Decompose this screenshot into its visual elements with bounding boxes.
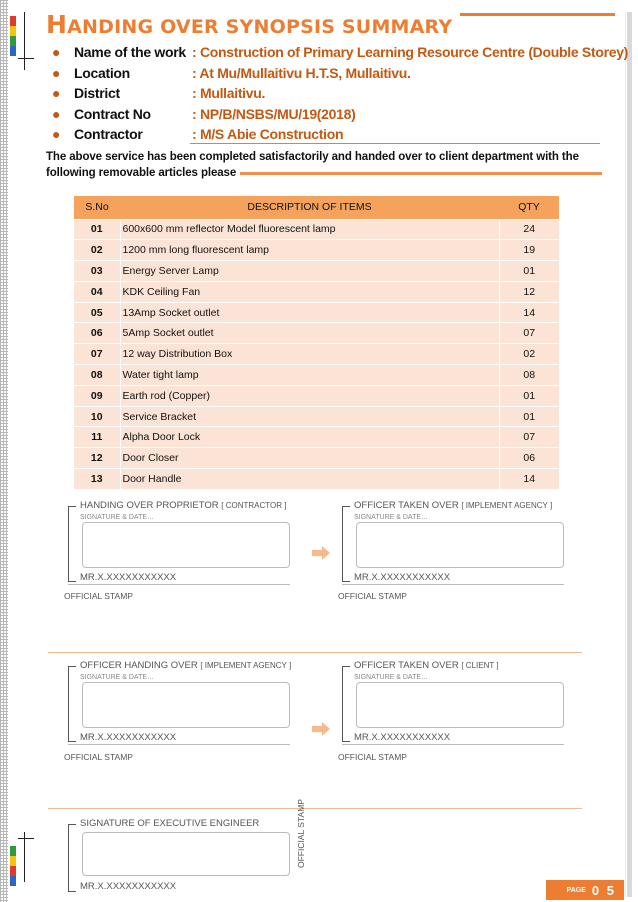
table-row — [74, 302, 559, 323]
signature-box[interactable] — [82, 832, 290, 876]
bullet-icon: ● — [52, 64, 61, 81]
official-stamp-label: OFFICIAL STAMP — [64, 752, 133, 762]
info-label: Name of the work — [74, 44, 186, 61]
sig-handing-over-proprietor — [68, 500, 308, 590]
sig-officer-taken-over-implement — [342, 500, 582, 590]
signature-date-label: SIGNATURE & DATE… — [354, 514, 429, 521]
cell-sno: 02 — [74, 240, 120, 261]
table-row — [74, 219, 559, 240]
official-stamp-vertical: OFFICIAL STAMP — [296, 799, 306, 868]
cell-description: Door Closer — [120, 448, 499, 469]
cell-sno: 12 — [74, 448, 120, 469]
sig-title-main: HANDING OVER PROPRIETOR — [80, 500, 219, 511]
cell-sno: 07 — [74, 344, 120, 365]
cell-description: 5Amp Socket outlet — [120, 323, 499, 344]
bracket — [342, 506, 350, 582]
page-title — [46, 10, 452, 39]
name-rule — [342, 584, 564, 585]
section-divider — [48, 652, 582, 653]
cell-sno: 08 — [74, 365, 120, 386]
page-number: 0 5 — [591, 882, 616, 898]
table-row — [74, 261, 559, 282]
cell-qty: 01 — [499, 261, 559, 282]
name-placeholder: MR.X.XXXXXXXXXXX — [80, 572, 177, 583]
info-row-contract-no — [52, 104, 628, 125]
signature-box[interactable] — [356, 682, 564, 728]
table-header-row — [74, 196, 559, 219]
title-initial: H — [46, 10, 68, 39]
table-row — [74, 240, 559, 261]
info-row-name-of-work — [52, 42, 628, 63]
cell-description: Service Bracket — [120, 406, 499, 427]
cell-sno: 05 — [74, 302, 120, 323]
table-row — [74, 344, 559, 365]
cell-qty: 14 — [499, 469, 559, 490]
cell-sno: 03 — [74, 261, 120, 282]
bracket — [68, 506, 76, 582]
name-placeholder: MR.X.XXXXXXXXXXX — [354, 572, 451, 583]
info-label: Location — [74, 64, 130, 81]
title-rest: ANDING OVER SYNOPSIS SUMMARY — [67, 16, 453, 38]
signature-box[interactable] — [356, 522, 564, 568]
cell-qty: 01 — [499, 406, 559, 427]
sig-title-main: SIGNATURE OF EXECUTIVE ENGINEER — [80, 818, 260, 829]
arrow-right-icon — [312, 546, 330, 560]
bullet-icon: ● — [52, 105, 61, 122]
title-underline — [460, 13, 615, 16]
cell-sno: 04 — [74, 281, 120, 302]
table-row — [74, 469, 559, 490]
cell-description: 12 way Distribution Box — [120, 344, 499, 365]
table-row — [74, 365, 559, 386]
cell-sno: 13 — [74, 469, 120, 490]
bracket — [342, 666, 350, 742]
cell-qty: 07 — [499, 427, 559, 448]
table-row — [74, 448, 559, 469]
info-label: Contract No — [74, 105, 151, 122]
bracket — [68, 666, 76, 742]
table-row — [74, 281, 559, 302]
signature-date-label: SIGNATURE & DATE… — [80, 514, 155, 521]
cell-description: Energy Server Lamp — [120, 261, 499, 282]
col-header-qty: QTY — [499, 196, 559, 219]
cell-qty: 08 — [499, 365, 559, 386]
registration-mark-bottom — [8, 832, 34, 900]
sig-title — [354, 500, 552, 511]
info-value: : Mullaitivu. — [192, 85, 266, 102]
cell-description: 13Amp Socket outlet — [120, 302, 499, 323]
bracket — [68, 824, 76, 892]
sig-title — [354, 660, 499, 671]
info-label: District — [74, 85, 120, 102]
cell-sno: 06 — [74, 323, 120, 344]
cell-sno: 11 — [74, 427, 120, 448]
cell-qty: 14 — [499, 302, 559, 323]
cell-qty: 12 — [499, 281, 559, 302]
table-row — [74, 323, 559, 344]
page-number-tag — [546, 880, 624, 900]
sig-title — [80, 818, 259, 829]
sig-title — [80, 500, 286, 511]
cell-description: Door Handle — [120, 469, 499, 490]
bullet-icon: ● — [52, 85, 61, 102]
col-header-description: DESCRIPTION OF ITEMS — [120, 196, 499, 219]
bullet-icon: ● — [52, 44, 61, 61]
sig-title — [80, 660, 291, 671]
signature-date-label: SIGNATURE & DATE… — [80, 674, 155, 681]
cell-sno: 09 — [74, 385, 120, 406]
work-info-list — [52, 42, 628, 145]
info-value: : M/S Abie Construction — [192, 126, 344, 143]
name-placeholder: MR.X.XXXXXXXXXXX — [80, 881, 177, 892]
sig-title-sub: [ CONTRACTOR ] — [221, 501, 287, 510]
cell-qty: 24 — [499, 219, 559, 240]
signature-date-label: SIGNATURE & DATE… — [354, 674, 429, 681]
cell-description: 600x600 mm reflector Model fluorescent lamp — [120, 219, 499, 240]
sig-officer-taken-over-client — [342, 660, 582, 750]
name-placeholder: MR.X.XXXXXXXXXXX — [354, 732, 451, 743]
right-border-inner — [625, 12, 626, 897]
info-row-location — [52, 63, 628, 84]
name-rule — [68, 584, 290, 585]
right-border — [627, 12, 632, 897]
sig-title-sub: [ IMPLEMENT AGENCY ] — [200, 661, 292, 670]
official-stamp-label: OFFICIAL STAMP — [338, 591, 407, 601]
table-row — [74, 406, 559, 427]
cell-description: Water tight lamp — [120, 365, 499, 386]
cell-description: 1200 mm long fluorescent lamp — [120, 240, 499, 261]
items-table — [74, 196, 559, 489]
info-row-district — [52, 83, 628, 104]
table-row — [74, 385, 559, 406]
cell-qty: 19 — [499, 240, 559, 261]
info-row-contractor — [52, 124, 628, 145]
info-label: Contractor — [74, 126, 143, 143]
table-row — [74, 427, 559, 448]
signature-box[interactable] — [82, 522, 290, 568]
info-value: : Construction of Primary Learning Resource Centre (Double Storey) — [192, 44, 629, 61]
sig-title-main: OFFICER TAKEN OVER — [354, 660, 459, 671]
sig-title-main: OFFICER HANDING OVER — [80, 660, 198, 671]
info-value: : At Mu/Mullaitivu H.T.S, Mullaitivu. — [192, 64, 411, 81]
intro-underline — [240, 172, 602, 175]
official-stamp-label: OFFICIAL STAMP — [338, 752, 407, 762]
page-label: PAGE — [566, 886, 586, 894]
section-divider — [48, 808, 582, 809]
cell-qty: 07 — [499, 323, 559, 344]
cell-qty: 02 — [499, 344, 559, 365]
arrow-right-icon — [312, 722, 330, 736]
sig-officer-handing-over-implement — [68, 660, 308, 750]
cell-qty: 06 — [499, 448, 559, 469]
cell-description: Alpha Door Lock — [120, 427, 499, 448]
registration-mark-top — [8, 12, 34, 72]
intro-paragraph: The above service has been completed satisfactorily and handed over to client department with the following removable articles please — [46, 151, 579, 179]
sig-title-sub: [ CLIENT ] — [461, 661, 499, 670]
bullet-icon: ● — [52, 126, 61, 143]
cell-description: Earth rod (Copper) — [120, 385, 499, 406]
sig-executive-engineer — [68, 818, 308, 902]
left-border-strip — [0, 0, 8, 902]
signature-box[interactable] — [82, 682, 290, 728]
official-stamp-label: OFFICIAL STAMP — [64, 591, 133, 601]
sig-title-main: OFFICER TAKEN OVER — [354, 500, 459, 511]
cell-sno: 10 — [74, 406, 120, 427]
name-rule — [68, 744, 290, 745]
cell-sno: 01 — [74, 219, 120, 240]
sig-title-sub: [ IMPLEMENT AGENCY ] — [461, 501, 553, 510]
cell-description: KDK Ceiling Fan — [120, 281, 499, 302]
name-rule — [342, 744, 564, 745]
name-placeholder: MR.X.XXXXXXXXXXX — [80, 732, 177, 743]
info-value: : NP/B/NSBS/MU/19(2018) — [192, 105, 356, 122]
info-divider — [190, 143, 600, 144]
col-header-sno: S.No — [74, 196, 120, 219]
cell-qty: 01 — [499, 385, 559, 406]
